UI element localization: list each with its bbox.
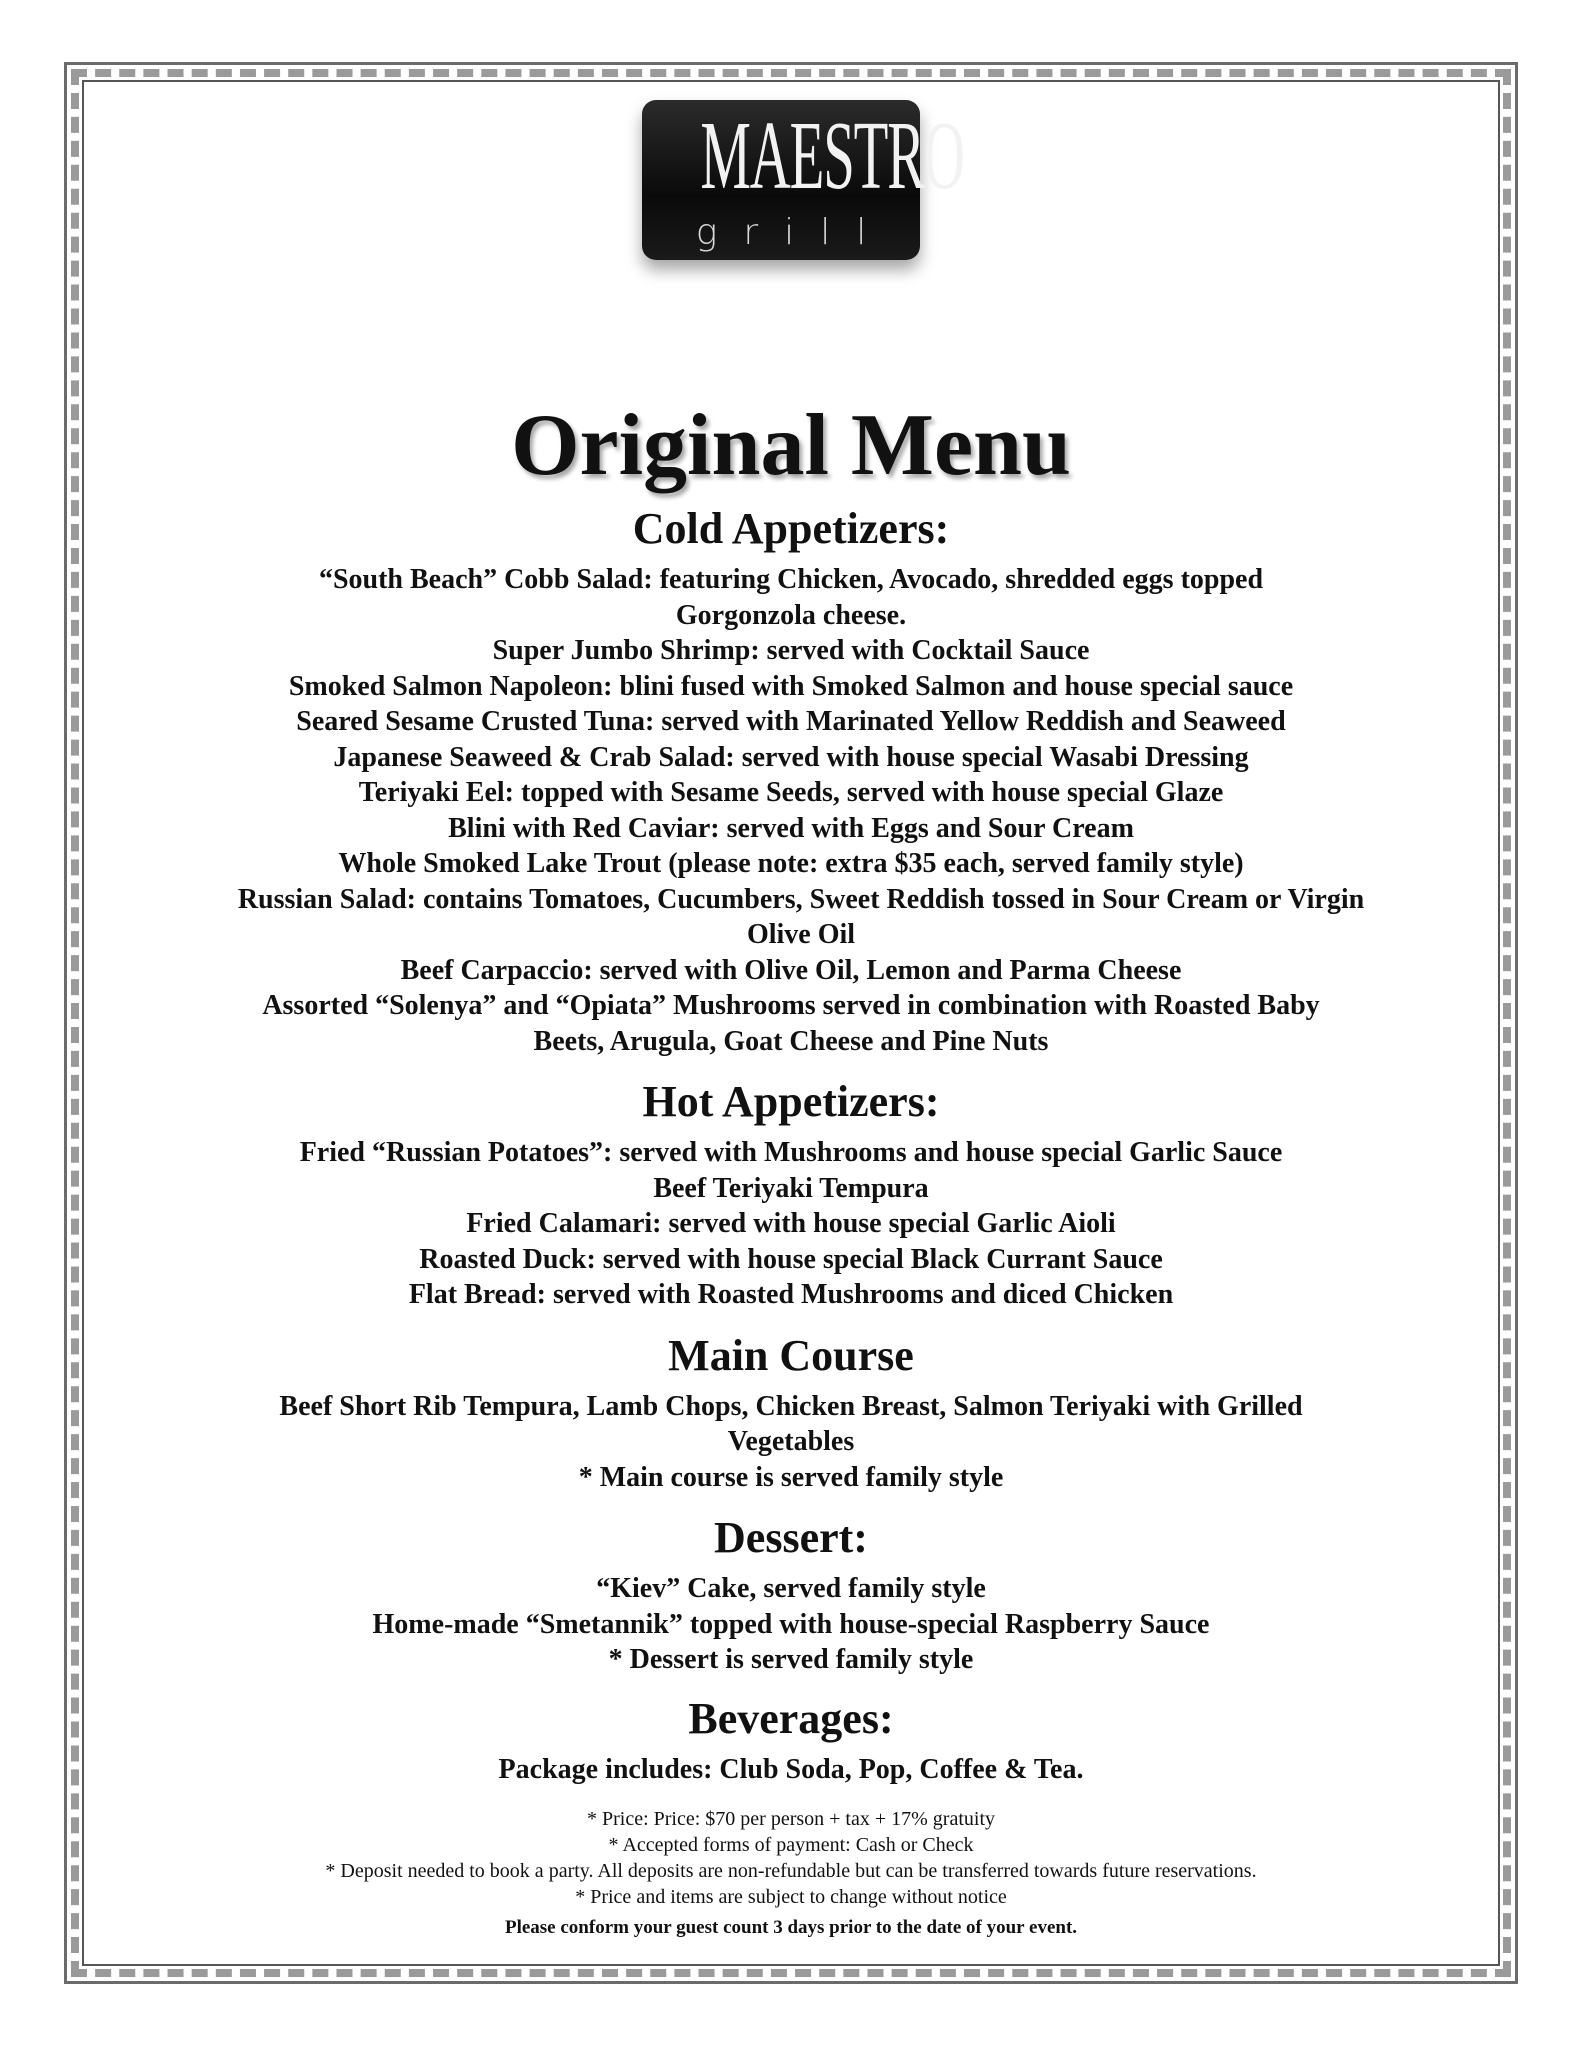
list-item: Beef Short Rib Tempura, Lamb Chops, Chicken Breast, Salmon Teriyaki with Grilled Vegetables [279,1390,1303,1457]
page-title: Original Menu [511,397,1071,494]
logo-word: MAESTRO [700,102,964,210]
list-item: Beef Teriyaki Tempura [653,1172,929,1204]
dessert-heading: Dessert: [714,1513,868,1562]
main-course-heading: Main Course [668,1330,914,1380]
list-item: “Kiev” Cake, served family style [596,1573,986,1604]
note-line: * Accepted forms of payment: Cash or Check [608,1833,974,1856]
note-line: * Price and items are subject to change without notice [575,1885,1007,1908]
list-item: Super Jumbo Shrimp: served with Cocktail Sauce [492,635,1090,666]
cold-appetizers-heading: Cold Appetizers: [632,504,950,553]
logo-sub: grill [695,212,893,253]
list-item: Teriyaki Eel: topped with Sesame Seeds, served with house special Glaze [358,777,1224,808]
note-line: * Deposit needed to book a party. All deposits are non-refundable but can be transferred towards future reservations. [325,1859,1257,1882]
hot-appetizers-list [211,1135,1371,1313]
list-item: “South Beach” Cobb Salad: featuring Chicken, Avocado, shredded eggs topped Gorgonzola cheese. [318,564,1264,631]
list-item: Whole Smoked Lake Trout (please note: extra $35 each, served family style) [338,848,1244,879]
list-item: Fried Calamari: served with house special Garlic Aioli [466,1208,1116,1239]
list-item: Smoked Salmon Napoleon: blini fused with Smoked Salmon and house special sauce [288,670,1294,702]
maestro-grill-logo [642,100,964,260]
note-line: * Price: Price: $70 per person + tax + 17% gratuity [586,1807,996,1830]
list-item: Fried “Russian Potatoes”: served with Mushrooms and house special Garlic Sauce [299,1137,1283,1168]
list-item: Roasted Duck: served with house special Black Currant Sauce [419,1243,1163,1275]
list-item: Blini with Red Caviar: served with Eggs and Sour Cream [448,812,1134,844]
notes [90,1806,1492,1942]
list-item: * Main course is served family style [578,1461,1004,1493]
cold-appetizers-list [211,562,1371,1059]
dessert-list [211,1571,1371,1678]
final-note: Please conform your guest count 3 days prior to the date of your event. [504,1916,1078,1938]
logo-area [90,90,1492,280]
list-item: Seared Sesame Crusted Tuna: served with Marinated Yellow Reddish and Seaweed [296,706,1286,737]
hot-appetizers-heading: Hot Appetizers: [642,1077,940,1126]
list-item: Beef Carpaccio: served with Olive Oil, Lemon and Parma Cheese [400,954,1182,986]
menu-page [90,90,1492,1942]
list-item: * Dessert is served family style [608,1644,974,1675]
list-item: Home-made “Smetannik” topped with house-special Raspberry Sauce [372,1608,1210,1640]
list-item: Russian Salad: contains Tomatoes, Cucumbers, Sweet Reddish tossed in Sour Cream or Virgin Olive Oil [237,883,1365,950]
beverages-line: Package includes: Club Soda, Pop, Coffee & Tea. [498,1753,1084,1785]
main-course-list [211,1389,1371,1496]
list-item: Japanese Seaweed & Crab Salad: served with house special Wasabi Dressing [333,741,1249,773]
list-item: Assorted “Solenya” and “Opiata” Mushrooms served in combination with Roasted Baby Beets, Arugula, Goat Cheese and Pine Nuts [262,990,1320,1057]
beverages-heading: Beverages: [688,1693,894,1743]
list-item: Flat Bread: served with Roasted Mushrooms and diced Chicken [408,1279,1174,1310]
